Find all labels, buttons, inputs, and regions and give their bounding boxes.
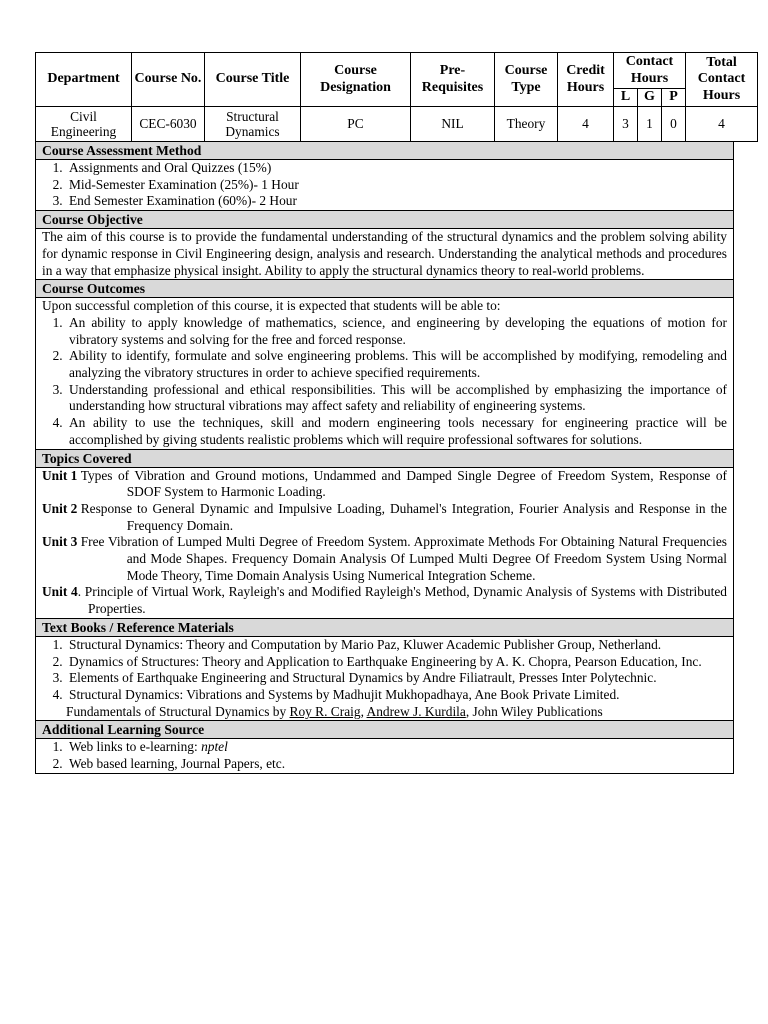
extra-suffix: , John Wiley Publications xyxy=(465,703,603,719)
nptel-text: nptel xyxy=(201,739,228,755)
textbooks-title: Text Books / Reference Materials xyxy=(36,619,733,637)
cell-course-title: Structural Dynamics xyxy=(205,107,301,142)
textbooks-list xyxy=(42,637,727,704)
col-g: G xyxy=(638,89,662,107)
col-l: L xyxy=(614,89,638,107)
unit-row xyxy=(42,468,727,501)
outcome-item: 3. Understanding professional and ethical responsibilities. This will be accomplished by emphasizing the importance of understanding how structural vibrations may affect safety and reliability of engineering systems. xyxy=(66,382,727,415)
col-course-designation: Course Designation xyxy=(301,53,411,107)
unit-text: Types of Vibration and Ground motions, Undammed and Damped Single Degree of Freedom System, Response of SDOF System to Harmonic Loading. xyxy=(80,467,727,500)
assessment-section xyxy=(35,142,734,211)
textbook-item: 3. Elements of Earthquake Engineering and Structural Dynamics by Andre Filiatrault, Presses Inter Polytechnic. xyxy=(66,670,727,687)
objective-section xyxy=(35,211,734,280)
assessment-item: 2. Mid-Semester Examination (25%)- 1 Hour xyxy=(66,177,727,194)
extra-prefix: Fundamentals of Structural Dynamics by xyxy=(66,703,290,719)
course-header-table xyxy=(35,52,758,142)
assessment-item: 3. End Semester Examination (60%)- 2 Hour xyxy=(66,193,727,210)
cell-total-contact-hours: 4 xyxy=(686,107,758,142)
topics-section xyxy=(35,450,734,619)
cell-l: 3 xyxy=(614,107,638,142)
cell-department: Civil Engineering xyxy=(36,107,132,142)
unit-label: Unit 4 xyxy=(42,584,78,600)
col-department: Department xyxy=(36,53,132,107)
cell-course-type: Theory xyxy=(495,107,558,142)
textbooks-section xyxy=(35,619,734,722)
col-course-title: Course Title xyxy=(205,53,301,107)
unit-text: Response to General Dynamic and Impulsive Loading, Duhamel's Integration, Fourier Analysis and Response in the Frequency Domain. xyxy=(80,500,727,533)
unit-text: . Principle of Virtual Work, Rayleigh's and Modified Rayleigh's Method, Dynamic Analysis of Systems with Distributed Properties. xyxy=(77,584,727,617)
assessment-item: 1. Assignments and Oral Quizzes (15%) xyxy=(66,160,727,177)
unit-row xyxy=(42,501,727,534)
col-p: P xyxy=(662,89,686,107)
objective-title: Course Objective xyxy=(36,211,733,229)
additional-item-text: Web links to e-learning: xyxy=(69,739,202,755)
textbook-extra xyxy=(42,704,727,721)
col-course-no: Course No. xyxy=(132,53,205,107)
topics-title: Topics Covered xyxy=(36,450,733,468)
col-total-contact-hours: Total Contact Hours xyxy=(686,53,758,107)
outcomes-list xyxy=(42,315,727,449)
cell-course-designation: PC xyxy=(301,107,411,142)
outcome-item: 1. An ability to apply knowledge of mathematics, science, and engineering by developing the equations of motion for vibratory systems and solving for the free and forced response. xyxy=(66,315,727,348)
additional-section xyxy=(35,721,734,773)
additional-item: 2. Web based learning, Journal Papers, etc. xyxy=(66,756,727,773)
outcomes-intro: Upon successful completion of this course, it is expected that students will be able to: xyxy=(42,298,501,314)
additional-title: Additional Learning Source xyxy=(36,721,733,739)
outcomes-section xyxy=(35,280,734,449)
objective-text: The aim of this course is to provide the fundamental understanding of the structural dynamics and the problem solving ability for dynamic response in Civil Engineering design, analysis and research. Understanding the analytical methods and procedures in a way that emphasize physical insight. Ability to apply the structural dynamics theory to real-world problems. xyxy=(42,229,727,278)
assessment-list xyxy=(42,160,727,210)
assessment-title: Course Assessment Method xyxy=(36,142,733,160)
unit-label: Unit 2 xyxy=(42,500,78,516)
cell-p: 0 xyxy=(662,107,686,142)
outcome-item: 2. Ability to identify, formulate and solve engineering problems. This will be accomplished by modifying, remodeling and analyzing the vibratory structures in order to achieve specified requirements. xyxy=(66,348,727,381)
course-sheet xyxy=(35,52,746,774)
cell-g: 1 xyxy=(638,107,662,142)
col-pre-requisites: Pre-Requisites xyxy=(411,53,495,107)
col-contact-hours: Contact Hours xyxy=(614,53,686,89)
cell-credit-hours: 4 xyxy=(558,107,614,142)
textbook-item: 4. Structural Dynamics: Vibrations and Systems by Madhujit Mukhopadhaya, Ane Book Private Limited. xyxy=(66,687,727,704)
unit-label: Unit 3 xyxy=(42,534,78,550)
extra-sep: , xyxy=(360,703,367,719)
unit-row xyxy=(42,584,727,617)
author-link-kurdila[interactable]: Andrew J. Kurdila xyxy=(366,703,466,719)
col-credit-hours: Credit Hours xyxy=(558,53,614,107)
unit-row xyxy=(42,534,727,584)
col-course-type: Course Type xyxy=(495,53,558,107)
cell-course-no: CEC-6030 xyxy=(132,107,205,142)
unit-label: Unit 1 xyxy=(42,467,78,483)
additional-list xyxy=(42,739,727,772)
outcome-item: 4. An ability to use the techniques, skill and modern engineering tools necessary for engineering practice will be accomplished by giving students realistic problems which will require professional softwares for solutions. xyxy=(66,415,727,448)
unit-text: Free Vibration of Lumped Multi Degree of Freedom System. Approximate Methods For Obtaining Natural Frequencies and Mode Shapes. Frequency Domain Analysis Of Lumped Multi Degree Of Freedom System Using Normal Mode Theory, Time Domain Analysis Using Numerical Integration Scheme. xyxy=(80,534,727,583)
textbook-item: 2. Dynamics of Structures: Theory and Application to Earthquake Engineering by A. K. Chopra, Pearson Education, Inc. xyxy=(66,654,727,671)
outcomes-title: Course Outcomes xyxy=(36,280,733,298)
additional-item xyxy=(66,739,727,756)
author-link-craig[interactable]: Roy R. Craig xyxy=(289,703,361,719)
textbook-item: 1. Structural Dynamics: Theory and Computation by Mario Paz, Kluwer Academic Publisher Group, Netherland. xyxy=(66,637,727,654)
cell-pre-requisites: NIL xyxy=(411,107,495,142)
